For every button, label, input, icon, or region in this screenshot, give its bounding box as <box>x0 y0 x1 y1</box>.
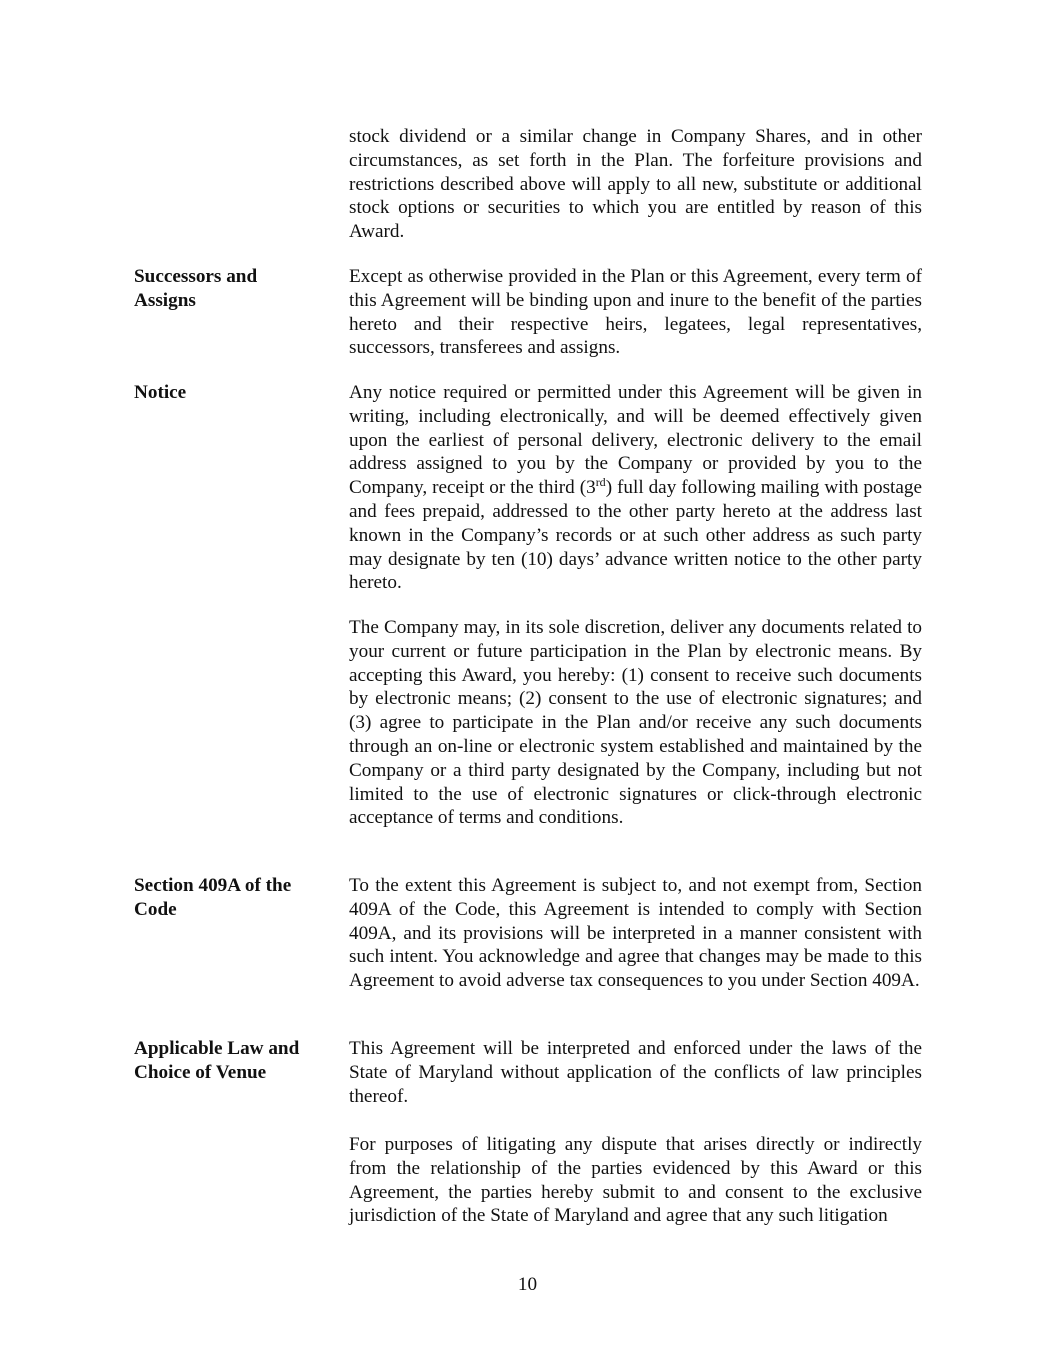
applicable-law-paragraph: This Agreement will be interpreted and enforced under the laws of the State of Maryland without application of the conflicts of law principles thereof. <box>349 1038 922 1107</box>
successors-heading-line2: Assigns <box>134 289 196 311</box>
notice-text-before-sup: Any notice required or permitted under this Agreement will be given in writing, including electronically, and will be deemed effectively given upon the earliest of personal delivery, electronic delivery to the email address assigned to you by the Company or provided by you to the Company, receipt or the third (3 <box>349 382 922 499</box>
page-number: 10 <box>517 1274 538 1295</box>
section-409a-heading <box>134 874 334 922</box>
successors-heading <box>134 265 334 313</box>
ordinal-superscript: rd <box>595 475 606 490</box>
notice-heading-text: Notice <box>134 382 187 403</box>
venue-paragraph: For purposes of litigating any dispute that arises directly or indirectly from the relationship of the parties evidenced by this Award or this Agreement, the parties hereby submit to and consent to the exclusive jurisdiction of the State of Maryland and agree that any such litigation <box>349 1134 922 1227</box>
applicable-law-heading <box>134 1037 334 1085</box>
section-409a-heading-line2: Code <box>134 898 177 920</box>
section-409a-heading-line1: Section 409A of the <box>134 875 292 896</box>
notice-paragraph <box>349 381 922 595</box>
intro-paragraph: stock dividend or a similar change in Company Shares, and in other circumstances, as set forth in the Plan. The forfeiture provisions and restrictions described above will apply to all new, substitute or additional stock options or securities to which you are entitled by reason of this Award. <box>349 126 922 243</box>
applicable-law-heading-line1: Applicable Law and <box>134 1038 300 1059</box>
successors-paragraph: Except as otherwise provided in the Plan or this Agreement, every term of this Agreement will be binding upon and inure to the benefit of the parties hereto and their respective heirs, legatees, legal representatives, successors, transferees and assigns. <box>349 266 922 359</box>
successors-heading-line1: Successors and <box>134 266 258 287</box>
section-409a-paragraph: To the extent this Agreement is subject to, and not exempt from, Section 409A of the Code, this Agreement is intended to comply with Section 409A, and its provisions will be interpreted in a manner consistent with such intent. You acknowledge and agree that changes may be made to this Agreement to avoid adverse tax consequences to you under Section 409A. <box>349 875 922 992</box>
notice-text-after-sup: ) full day following mailing with postage and fees prepaid, addressed to the other party hereto at the address last known in the Company’s records or at such other address as such party may designate by ten (10) days’ advance written notice to the other party hereto. <box>349 477 922 594</box>
applicable-law-heading-line2: Choice of Venue <box>134 1061 267 1083</box>
notice-heading <box>134 381 334 405</box>
electronic-delivery-paragraph: The Company may, in its sole discretion, deliver any documents related to your current or future participation in the Plan by electronic means. By accepting this Award, you hereby: (1) consent to receive such documents by electronic means; (2) consent to the use of electronic signatures; and (3) agree to participate in the Plan and/or receive any such documents through an on-line or electronic system established and maintained by the Company or a third party designated by the Company, including but not limited to the use of electronic signatures or click-through electronic acceptance of terms and conditions. <box>349 617 922 829</box>
